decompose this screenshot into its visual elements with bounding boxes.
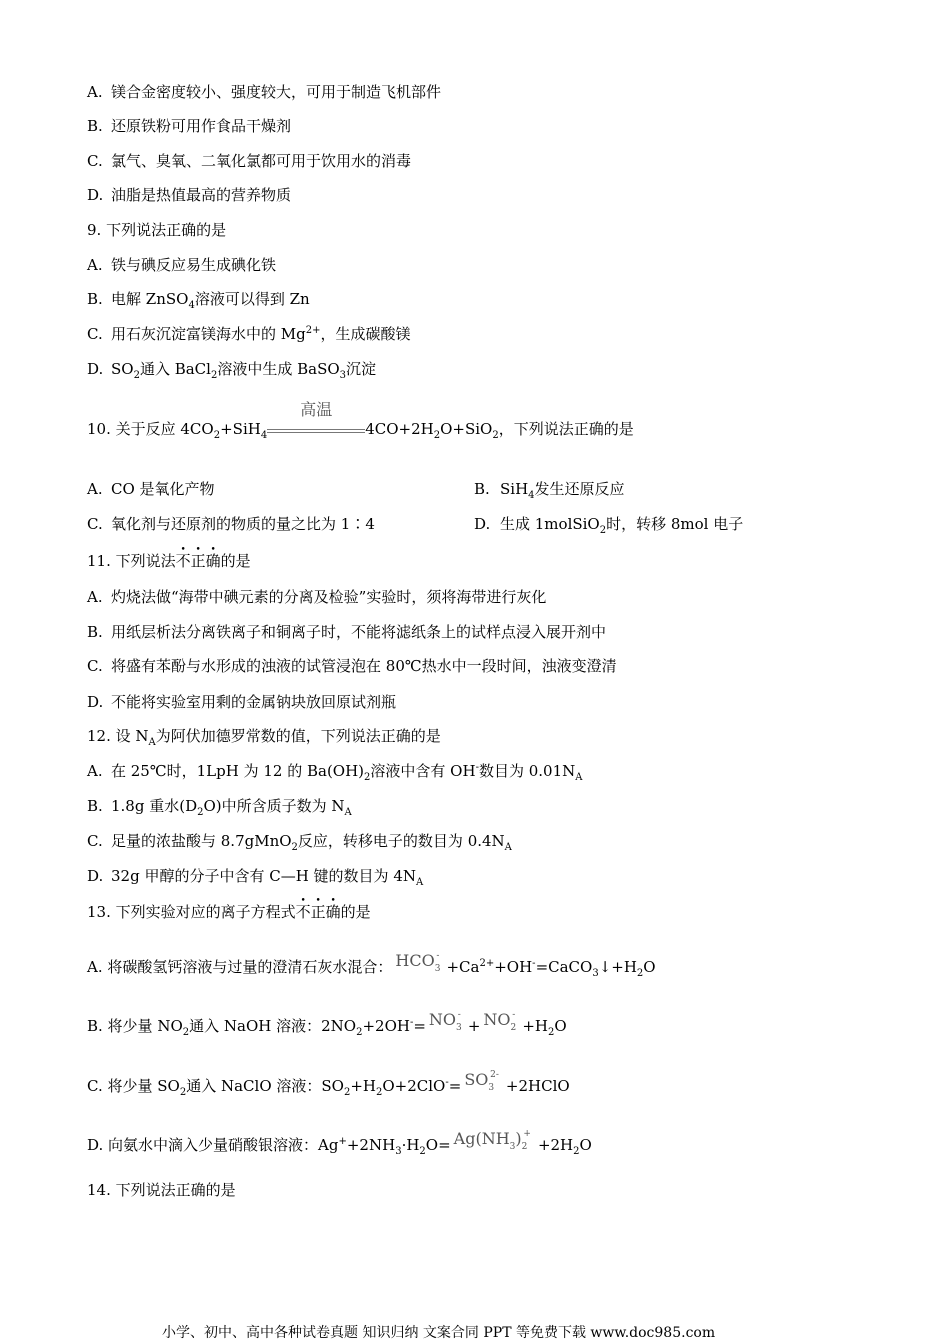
q11-option-c: C. 将盛有苯酚与水形成的浊液的试管浸泡在 80℃热水中一段时间，浊液变澄清 — [87, 657, 617, 675]
q10-stem: 10. 关于反应 $4CO_2+SiH_4$ 高温 $4CO+2H_2O+SiO_2$，下列说法正确的是 — [87, 400, 634, 441]
q11-option-a: A. 灼烧法做“海带中碘元素的分离及检验”实验时，须将海带进行灰化 — [87, 588, 547, 606]
q10-option-a: A. CO 是氧化产物 — [87, 480, 215, 498]
diammine-silver-ion: $Ag(NH_3)_2^+$ — [453, 1129, 531, 1152]
q8-option-a: A. 镁合金密度较小、强度较大，可用于制造飞机部件 — [87, 83, 442, 101]
q13-option-c: C. 将少量 $SO_2$通入 NaClO 溶液：$SO_2+H_2O+2ClO^-=$ $SO_3^{2-}+2HClO$ — [87, 1070, 570, 1098]
q10-option-d: D. 生成 1molSiO$_2$时，转移 8mol 电子 — [474, 515, 744, 536]
q13-stem: 13. 下列实验对应的离子方程式不正确的是 — [87, 903, 371, 921]
reaction-condition-equals: 高温 — [267, 420, 365, 440]
q10-option-c: C. 氧化剂与还原剂的物质的量之比为 1∶4 — [87, 515, 375, 533]
q13-option-a: A. 将碳酸氢钙溶液与过量的澄清石灰水混合： $HCO_3^-+Ca^{2+}+OH^-=CaCO_3↓+H_2O$ — [87, 951, 656, 979]
q12-option-d: D. 32g 甲醇的分子中含有 C—H 键的数目为 $4N_A$ — [87, 867, 424, 888]
q13-option-b: B. 将少量 $NO_2$通入 NaOH 溶液：$2NO_2+2OH^-= NO_3^-+ NO_2^-+H_2O$ — [87, 1010, 567, 1038]
q12-option-c: C. 足量的浓盐酸与 8.7gMnO$_2$反应，转移电子的数目为 $0.4N_A$ — [87, 832, 512, 853]
q9-stem: 9. 下列说法正确的是 — [87, 221, 227, 239]
q9-option-d: D. $SO_2$通入 BaCl$_2$溶液中生成 BaSO$_3$沉淀 — [87, 360, 377, 381]
q11-option-d: D. 不能将实验室用剩的金属钠块放回原试剂瓶 — [87, 693, 397, 711]
q11-option-b: B. 用纸层析法分离铁离子和铜离子时，不能将滤纸条上的试样点浸入展开剂中 — [87, 623, 607, 641]
nitrite-ion: $NO_2^-$ — [483, 1010, 517, 1033]
nitrate-ion: $NO_3^-$ — [428, 1010, 462, 1033]
q8-option-c: C. 氯气、臭氧、二氧化氯都可用于饮用水的消毒 — [87, 152, 412, 170]
q9-option-a: A. 铁与碘反应易生成碘化铁 — [87, 256, 277, 274]
q12-option-b: B. 1.8g 重水$(D_2O)$中所含质子数为 $N_A$ — [87, 797, 352, 818]
page-footer: 小学、初中、高中各种试卷真题 知识归纳 文案合同 PPT 等免费下载 www.doc985.com — [162, 1325, 716, 1341]
q11-stem: 11. 下列说法不正确的是 — [87, 552, 251, 570]
q12-stem: 12. 设 $N_A$为阿伏加德罗常数的值，下列说法正确的是 — [87, 727, 441, 748]
q14-stem: 14. 下列说法正确的是 — [87, 1181, 236, 1199]
q8-option-b: B. 还原铁粉可用作食品干燥剂 — [87, 117, 292, 135]
q12-option-a: A. 在 25℃时，1LpH 为 12 的 $Ba(OH)_2$溶液中含有 OH-数目为 $0.01N_A$ — [87, 762, 583, 783]
sulfite-ion: $SO_3^{2-}$ — [464, 1070, 499, 1093]
q9-option-b: B. 电解 ZnSO$_4$溶液可以得到 Zn — [87, 290, 310, 311]
bicarbonate-ion: $HCO_3^-$ — [395, 951, 441, 974]
q10-option-b: B. SiH$_4$发生还原反应 — [474, 480, 625, 501]
q13-option-d: D. 向氨水中滴入少量硝酸银溶液：$Ag^++2NH_3\cdot H_2O= Ag(NH_3)_2^++2H_2O$ — [87, 1129, 592, 1157]
q9-option-c: C. 用石灰沉淀富镁海水中的 $Mg^{2+}$，生成碳酸镁 — [87, 325, 411, 343]
q8-option-d: D. 油脂是热值最高的营养物质 — [87, 186, 292, 204]
